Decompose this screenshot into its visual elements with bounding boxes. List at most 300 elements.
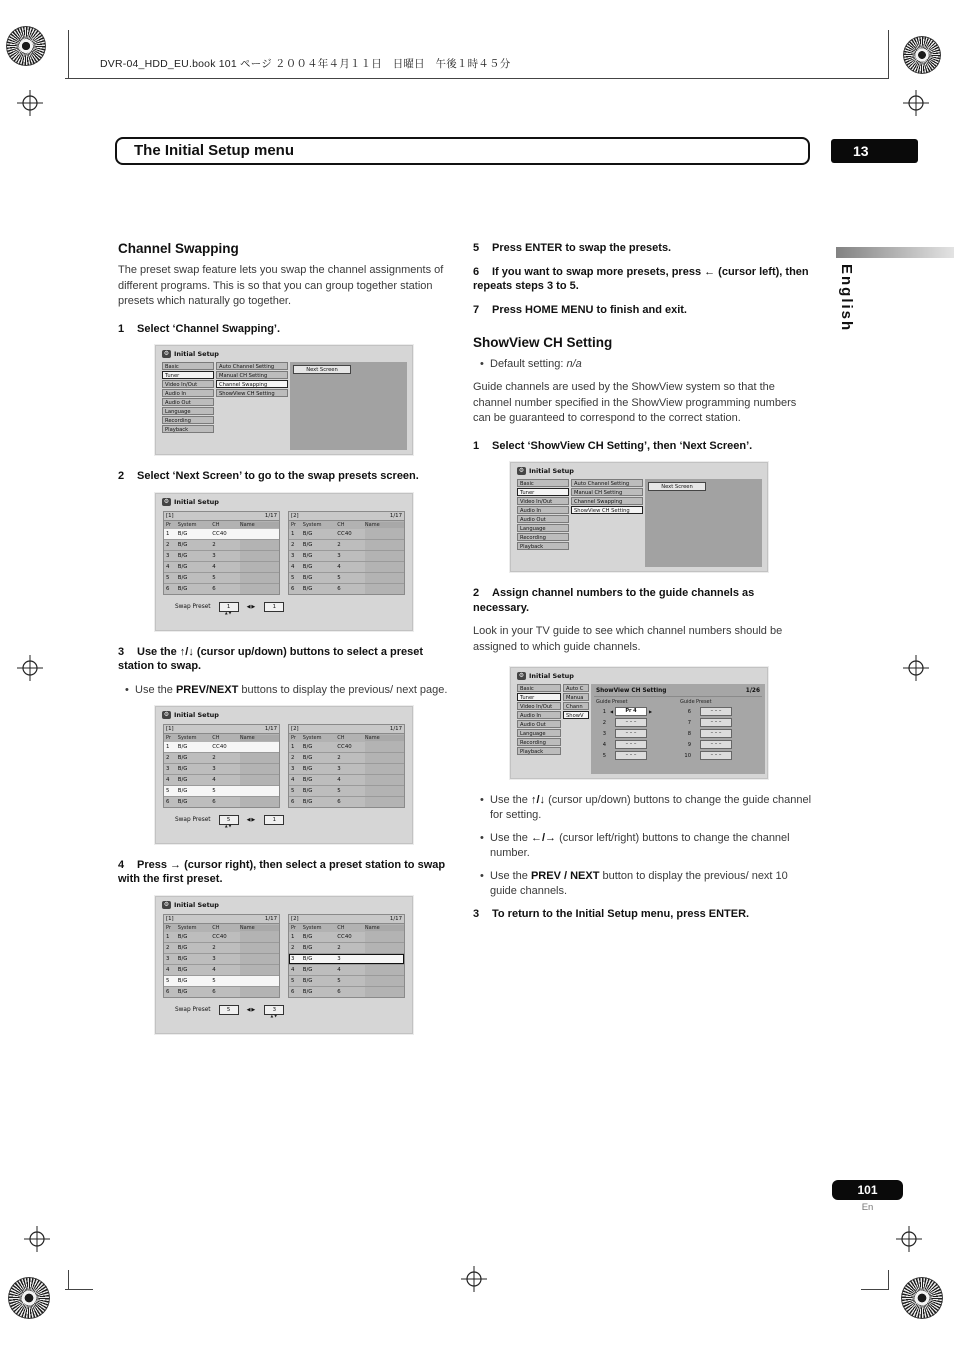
bullet-default-setting [473, 357, 813, 372]
step-text: If you want to swap more presets, press ← (cursor left), then repeats steps 3 to 5. [473, 265, 809, 292]
preset-value: – – – [700, 707, 732, 716]
crop-tick [888, 30, 889, 78]
table-row [289, 932, 404, 943]
cell-pr: 2 [166, 541, 170, 548]
cell-system: B/G [177, 787, 188, 794]
swap-arrows-icon: ◀▶ [246, 603, 257, 610]
table-row [289, 540, 404, 551]
table-tag: [2] [291, 725, 299, 732]
cell-pr: 2 [291, 754, 295, 761]
bullet-item [473, 831, 813, 861]
cell-pr: 5 [291, 574, 295, 581]
col-name: Name [240, 925, 279, 931]
cell-name [365, 932, 404, 942]
bullet-bold: PREV / NEXT [530, 870, 600, 882]
cell-ch: 3 [212, 552, 216, 559]
guide-number: 7 [687, 719, 691, 726]
step-1-showview [473, 439, 813, 454]
cell-pr: 3 [291, 552, 295, 559]
showview-row [594, 729, 677, 738]
osd-submenu [216, 362, 288, 397]
table-row [164, 976, 279, 987]
cell-pr: 6 [166, 585, 170, 592]
cell-name [240, 965, 279, 975]
table-row [164, 529, 279, 540]
showview-row [679, 740, 762, 749]
cell-ch: CC40 [212, 530, 227, 537]
table-header [163, 511, 280, 521]
table-row [289, 943, 404, 954]
guide-number: 4 [602, 741, 606, 748]
cell-system: B/G [177, 754, 188, 761]
table-header [288, 724, 405, 734]
guide-number: 2 [602, 719, 606, 726]
cell-system: B/G [177, 933, 188, 940]
cell-pr: 5 [166, 787, 170, 794]
col-system: System [302, 734, 322, 741]
table-row [164, 775, 279, 786]
swap-arrows-icon: ◀▶ [246, 1006, 257, 1013]
table-rows [163, 932, 280, 998]
swap-area [156, 912, 412, 1015]
cell-ch: 3 [212, 955, 216, 962]
cell-ch: 2 [337, 944, 341, 951]
cell-system: B/G [177, 776, 188, 783]
table-row [289, 562, 404, 573]
swap-value-a: 5 ▲▼ [219, 815, 239, 825]
cell-system: B/G [177, 743, 188, 750]
cell-pr: 2 [291, 541, 295, 548]
bullet-text: buttons to display the previous/ next page. [238, 683, 448, 696]
note-paragraph: Look in your TV guide to see which channel numbers should be assigned to which guide channels. [473, 625, 783, 653]
figure-swap-presets-1 [155, 493, 413, 631]
cell-name [365, 775, 404, 785]
table-row [164, 584, 279, 594]
showview-columns [594, 697, 762, 707]
cell-system: B/G [302, 955, 313, 962]
swap-table-right [288, 511, 405, 595]
left-arrow-icon: ◀ [609, 709, 614, 714]
header-rule [65, 78, 889, 79]
table-row [289, 954, 404, 965]
preset-value: – – – [615, 740, 647, 749]
col-pr: Pr [291, 924, 296, 931]
cell-system: B/G [177, 765, 188, 772]
cell-name [240, 529, 279, 539]
preset-value: – – – [700, 751, 732, 760]
cell-pr: 6 [291, 988, 295, 995]
cell-system: B/G [302, 552, 313, 559]
cell-ch: 4 [212, 563, 216, 570]
table-rows [288, 529, 405, 595]
col-system: System [177, 924, 197, 931]
osd-submenu-item: Auto C [563, 684, 589, 692]
showview-page: 1/26 [745, 688, 760, 694]
cell-system: B/G [177, 574, 188, 581]
guide-number: 10 [684, 752, 691, 759]
bullet-text: Use the [135, 683, 176, 696]
cell-name [240, 753, 279, 763]
cell-ch: 4 [337, 776, 341, 783]
swap-area [156, 509, 412, 612]
swap-table-left [163, 511, 280, 595]
table-row [164, 551, 279, 562]
col-system: System [302, 924, 322, 931]
cell-pr: 5 [166, 977, 170, 984]
cell-name [240, 932, 279, 942]
swap-tables [163, 914, 405, 998]
cell-ch: 3 [212, 765, 216, 772]
crop-tick [861, 1289, 889, 1290]
table-columns [163, 924, 280, 932]
table-row [164, 943, 279, 954]
osd-submenu-item: Manual CH Setting [571, 488, 643, 496]
osd-submenu-item: Manual CH Setting [216, 371, 288, 379]
table-row [289, 764, 404, 775]
preset-value: – – – [700, 729, 732, 738]
table-tag: [1] [166, 512, 174, 519]
guide-number: 8 [687, 730, 691, 737]
cell-system: B/G [177, 585, 188, 592]
osd-sidebar-item: Recording [162, 416, 214, 424]
cell-pr: 6 [166, 988, 170, 995]
cell-system: B/G [177, 977, 188, 984]
cell-name [365, 954, 404, 964]
osd-header [156, 707, 412, 722]
cell-name [365, 584, 404, 594]
cell-pr: 5 [166, 574, 170, 581]
osd-sidebar-item: Audio Out [517, 515, 569, 523]
bullet-text: (cursor up/down) buttons to change the guide channel for setting. [490, 794, 812, 821]
cell-name [240, 786, 279, 796]
col-ch: CH [337, 521, 345, 528]
cell-pr: 3 [291, 765, 295, 772]
table-header [288, 914, 405, 924]
osd-header [156, 494, 412, 509]
step-text: Select ‘Channel Swapping’. [137, 322, 281, 335]
osd-header [511, 463, 767, 478]
cell-pr: 2 [166, 944, 170, 951]
bullet-bold: ↑/↓ [530, 794, 546, 806]
osd-submenu-item: Channel Swapping [216, 380, 288, 388]
bullet-bold: PREV/NEXT [175, 683, 239, 696]
step-text: Use the ↑/↓ (cursor up/down) buttons to select a preset station to swap. [118, 645, 424, 672]
cell-system: B/G [177, 798, 188, 805]
table-rows [288, 742, 405, 808]
cell-name [240, 943, 279, 953]
swap-value-a: 5 [219, 1005, 239, 1015]
cell-name [365, 742, 404, 752]
preset-value: – – – [615, 718, 647, 727]
cell-ch: 2 [212, 944, 216, 951]
col-pr: Pr [291, 734, 296, 741]
table-header [163, 724, 280, 734]
showview-col-left [594, 707, 677, 760]
step-number: 4 [118, 858, 125, 871]
right-arrow-icon: ▶ [648, 709, 653, 714]
showview-row [594, 740, 677, 749]
cell-system: B/G [302, 585, 313, 592]
table-row [164, 987, 279, 997]
cell-pr: 3 [166, 552, 170, 559]
cell-ch: 4 [212, 966, 216, 973]
osd-header [156, 897, 412, 912]
page-number-badge: 101 [832, 1180, 903, 1200]
crosshair-mark [17, 655, 43, 681]
step-text: Select ‘ShowView CH Setting’, then ‘Next Screen’. [492, 439, 753, 452]
osd-submenu-item: ShowView CH Setting [216, 389, 288, 397]
step-number: 3 [118, 645, 125, 658]
osd-submenu-item: ShowView CH Setting [571, 506, 643, 514]
step-5 [473, 241, 813, 256]
osd-title: Initial Setup [529, 467, 574, 475]
osd-sidebar-item: Recording [517, 533, 569, 541]
col-ch: CH [212, 924, 220, 931]
table-row [164, 753, 279, 764]
cell-name [365, 753, 404, 763]
chapter-number-badge: 13 [831, 139, 918, 163]
step-text: Press HOME MENU to finish and exit. [492, 303, 687, 316]
osd-title: Initial Setup [174, 710, 219, 719]
crop-tick [68, 1270, 69, 1290]
crop-tick [65, 1289, 93, 1290]
col-system: System [177, 521, 197, 528]
swap-value-b: 1 [264, 602, 284, 612]
cell-name [365, 987, 404, 997]
cell-system: B/G [302, 530, 313, 537]
showview-row [679, 718, 762, 727]
default-value: n/a [566, 358, 582, 370]
crosshair-mark [17, 90, 43, 116]
step-3 [118, 645, 451, 674]
table-tag: [2] [291, 915, 299, 922]
cell-pr: 2 [166, 754, 170, 761]
table-row [289, 584, 404, 594]
crosshair-mark [24, 1226, 50, 1252]
cell-name [240, 573, 279, 583]
cell-pr: 4 [291, 966, 295, 973]
cell-ch: 4 [337, 966, 341, 973]
osd-right-panel [290, 362, 407, 450]
osd-sidebar-item: Playback [162, 425, 214, 433]
cell-ch: 5 [212, 977, 216, 984]
cell-pr: 3 [166, 765, 170, 772]
osd-sidebar [517, 479, 569, 550]
figure-showview-ch-setting [510, 667, 768, 779]
bullet-bold: ←/→ [530, 832, 557, 844]
showview-row [594, 751, 677, 760]
osd-sidebar-item: Basic [162, 362, 214, 370]
cell-pr: 1 [291, 933, 295, 940]
cell-pr: 5 [291, 787, 295, 794]
osd-sidebar-item: Video In/Out [162, 380, 214, 388]
cell-system: B/G [302, 765, 313, 772]
bullet-text: button to display the previous/ next 10 guide channels. [490, 870, 788, 897]
cell-ch: CC40 [337, 743, 352, 750]
step-text: Assign channel numbers to the guide channels as necessary. [473, 587, 755, 614]
osd-sidebar-item: Audio In [517, 711, 561, 719]
osd-sidebar-item: Audio In [162, 389, 214, 397]
osd-sidebar-item: Basic [517, 479, 569, 487]
print-header-line: DVR-04_HDD_EU.book 101 ページ ２００４年４月１１日 日曜日 午後１時４５分 [100, 58, 511, 70]
cell-ch: CC40 [212, 743, 227, 750]
col-ch: CH [337, 924, 345, 931]
osd-title: Initial Setup [174, 900, 219, 909]
showview-row [679, 751, 762, 760]
osd-sidebar [517, 684, 561, 755]
cell-system: B/G [177, 541, 188, 548]
cell-name [240, 742, 279, 752]
osd-right-panel [645, 479, 762, 567]
cell-name [240, 987, 279, 997]
osd-sidebar [162, 362, 214, 433]
cell-name [240, 764, 279, 774]
cell-name [240, 562, 279, 572]
swap-label: Swap Preset [175, 816, 211, 823]
step-text: Select ‘Next Screen’ to go to the swap presets screen. [137, 470, 419, 482]
col-guide: Guide [680, 699, 695, 705]
swap-table-left [163, 724, 280, 808]
table-row [164, 965, 279, 976]
cell-system: B/G [302, 787, 313, 794]
cell-ch: CC40 [212, 933, 227, 940]
table-row [164, 562, 279, 573]
table-row [164, 786, 279, 797]
cell-system: B/G [302, 944, 313, 951]
cell-pr: 3 [291, 955, 295, 962]
cell-name [240, 954, 279, 964]
cell-ch: 6 [337, 798, 341, 805]
cell-system: B/G [302, 754, 313, 761]
registration-mark-bottom-left [8, 1277, 50, 1319]
table-page: 1/17 [389, 512, 402, 519]
osd-body [511, 683, 767, 778]
cell-ch: 2 [337, 754, 341, 761]
col-pr: Pr [166, 924, 171, 931]
col-name: Name [365, 925, 404, 931]
step-number: 3 [473, 908, 480, 920]
swap-footer [163, 998, 405, 1015]
table-rows [163, 742, 280, 808]
step-text: Press → (cursor right), then select a preset station to swap with the first preset. [118, 858, 446, 885]
preset-value: – – – [700, 740, 732, 749]
swap-table-right [288, 914, 405, 998]
cell-pr: 6 [291, 585, 295, 592]
cell-ch: CC40 [337, 933, 352, 940]
col-pr: Pr [166, 521, 171, 528]
crosshair-mark [903, 90, 929, 116]
cell-system: B/G [177, 966, 188, 973]
showview-row [594, 718, 677, 727]
table-page: 1/17 [264, 512, 277, 519]
cell-name [240, 584, 279, 594]
showview-panel [591, 684, 765, 774]
osd-submenu-item: ShowV [563, 711, 589, 719]
swap-table-right [288, 724, 405, 808]
cell-system: B/G [302, 541, 313, 548]
cell-name [365, 562, 404, 572]
cell-pr: 1 [291, 743, 295, 750]
cell-name [365, 797, 404, 807]
figure-initial-setup-menu-2 [510, 462, 768, 572]
osd-sidebar-item: Tuner [517, 488, 569, 496]
swap-table-left [163, 914, 280, 998]
osd-sidebar-item: Tuner [162, 371, 214, 379]
table-row [164, 954, 279, 965]
setup-gear-icon: ⚙ [163, 497, 170, 505]
col-name: Name [240, 735, 279, 741]
cell-name [365, 540, 404, 550]
table-row [289, 742, 404, 753]
swap-label: Swap Preset [175, 603, 211, 610]
figure-initial-setup-menu-1 [155, 345, 413, 455]
osd-sidebar-item: Basic [517, 684, 561, 692]
cell-name [240, 551, 279, 561]
osd-sidebar-item: Language [162, 407, 214, 415]
osd-submenu-item: Manua [563, 693, 589, 701]
cell-system: B/G [177, 563, 188, 570]
osd-body [511, 478, 767, 571]
registration-mark-top-left [6, 26, 46, 66]
swap-footer [163, 595, 405, 612]
cell-ch: 2 [337, 541, 341, 548]
section-heading-showview: ShowView CH Setting [473, 335, 613, 350]
right-column [473, 241, 813, 931]
table-columns [163, 521, 280, 529]
osd-sidebar-item: Tuner [517, 693, 561, 701]
swap-label: Swap Preset [175, 1006, 211, 1013]
cell-ch: 2 [212, 541, 216, 548]
step-number: 2 [473, 587, 480, 599]
cell-system: B/G [302, 776, 313, 783]
osd-sidebar-item: Audio Out [162, 398, 214, 406]
osd-sidebar-item: Playback [517, 542, 569, 550]
preset-value: – – – [615, 751, 647, 760]
cell-pr: 1 [166, 933, 170, 940]
table-tag: [2] [291, 512, 299, 519]
osd-sidebar-item: Video In/Out [517, 702, 561, 710]
cell-system: B/G [302, 933, 313, 940]
bullet-item [473, 793, 813, 823]
table-row [289, 987, 404, 997]
table-row [164, 797, 279, 807]
swap-tables [163, 724, 405, 808]
step-text: To return to the Initial Setup menu, press ENTER. [492, 908, 750, 920]
step-3-showview [473, 907, 813, 922]
table-row [289, 786, 404, 797]
table-row [164, 742, 279, 753]
next-screen-button: Next Screen [293, 365, 351, 374]
table-columns [288, 521, 405, 529]
cell-name [240, 775, 279, 785]
cell-pr: 4 [166, 776, 170, 783]
swap-tables [163, 511, 405, 595]
step-number: 1 [473, 439, 480, 452]
cell-system: B/G [177, 955, 188, 962]
cell-pr: 5 [291, 977, 295, 984]
table-row [164, 540, 279, 551]
cell-ch: 6 [337, 585, 341, 592]
cell-system: B/G [177, 552, 188, 559]
swap-footer [163, 808, 405, 825]
table-row [289, 529, 404, 540]
cell-ch: 6 [212, 798, 216, 805]
swap-value-a: 1 ▲▼ [219, 602, 239, 612]
cell-name [365, 764, 404, 774]
bullet-text: Use the [490, 832, 531, 844]
bullet-text: Use the [490, 870, 531, 882]
table-header [163, 914, 280, 924]
